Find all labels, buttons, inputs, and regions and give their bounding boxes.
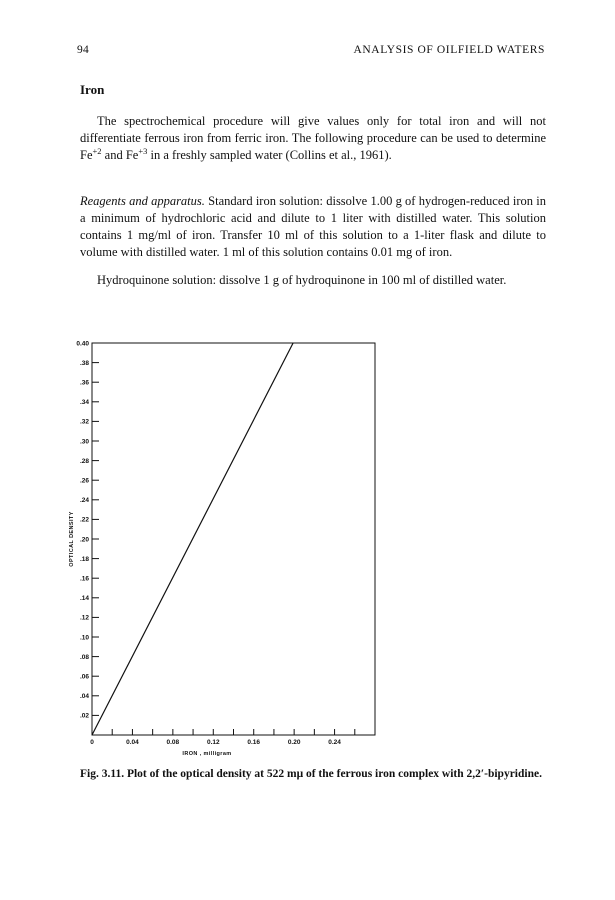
paragraph-hydroquinone: Hydroquinone solution: dissolve 1 g of hydroquinone in 100 ml of distilled water. bbox=[97, 273, 507, 287]
y-axis-title: OPTICAL DENSITY bbox=[69, 511, 75, 567]
y-tick-label: .24 bbox=[79, 497, 89, 505]
series-line bbox=[92, 343, 293, 735]
y-axis-ticks bbox=[76, 340, 99, 719]
y-tick-label: .34 bbox=[79, 399, 89, 407]
running-head bbox=[77, 44, 545, 62]
y-tick-label: .04 bbox=[79, 693, 89, 701]
page-number: 94 bbox=[77, 44, 89, 56]
ferric-charge: +3 bbox=[138, 145, 148, 156]
ferrous-charge: +2 bbox=[92, 145, 102, 156]
y-tick-label: .16 bbox=[79, 575, 89, 583]
x-tick-label: 0.20 bbox=[287, 739, 301, 746]
y-tick-label: .20 bbox=[79, 536, 89, 544]
x-axis-title: IRON , milligram bbox=[182, 751, 232, 757]
series-layer bbox=[92, 343, 293, 735]
y-tick-label: .14 bbox=[79, 595, 89, 603]
y-tick-label: .08 bbox=[79, 653, 89, 661]
x-tick-label: 0 bbox=[90, 739, 94, 746]
x-tick-label: 0.24 bbox=[328, 739, 341, 746]
reagents-text: Standard iron solution: dissolve 1.00 g of hydrogen-reduced iron in a minimum of hydrochloric acid and dilute to 1 liter with distilled water. This solution contains 1 mg/ml of iron. Transfer 10 ml of this solution to a 1-liter flask and dilute to volume with distilled water. 1 ml of this solution contains 0.01 mg of iron. bbox=[80, 194, 547, 259]
x-tick-label: 0.08 bbox=[166, 739, 180, 746]
x-tick-label: 0.16 bbox=[247, 739, 261, 746]
paragraph-intro-text-3: in a freshly sampled water (Collins et al., 1961). bbox=[147, 148, 392, 162]
paragraph-reagents bbox=[80, 193, 546, 261]
y-tick-label: .32 bbox=[79, 418, 89, 426]
y-tick-label: .36 bbox=[79, 379, 89, 387]
y-tick-label: .38 bbox=[79, 359, 89, 367]
y-tick-label: .10 bbox=[79, 634, 89, 642]
y-tick-label: .12 bbox=[79, 614, 89, 622]
y-tick-label: .06 bbox=[79, 673, 89, 681]
running-title: ANALYSIS OF OILFIELD WATERS bbox=[353, 44, 545, 56]
figure-caption: Fig. 3.11. Plot of the optical density at 522 mμ of the ferrous iron complex with 2,2′-bipyridine. bbox=[80, 768, 542, 780]
y-tick-label: .22 bbox=[79, 516, 89, 524]
y-tick-label: .28 bbox=[79, 457, 89, 465]
x-tick-label: 0.12 bbox=[206, 739, 220, 746]
plot-frame bbox=[92, 343, 375, 735]
x-tick-label: 0.04 bbox=[126, 739, 139, 746]
paragraph-intro bbox=[80, 113, 546, 164]
x-axis-ticks bbox=[90, 729, 355, 746]
paragraph-intro-text-1: The spectrochemical procedure will give values only for total iron and will not differentiate ferrous iron from ferric iron. The following procedure can be used to determine Fe bbox=[80, 114, 546, 162]
y-tick-label: .18 bbox=[79, 555, 89, 563]
paragraph-intro-text-2: and Fe bbox=[101, 148, 139, 162]
y-tick-label: .02 bbox=[79, 712, 89, 720]
y-tick-label: 0.40 bbox=[76, 340, 89, 348]
reagents-lead: Reagents and apparatus. bbox=[80, 194, 205, 208]
section-heading: Iron bbox=[80, 82, 105, 97]
y-tick-label: .26 bbox=[79, 477, 89, 485]
y-tick-label: .30 bbox=[79, 438, 89, 446]
